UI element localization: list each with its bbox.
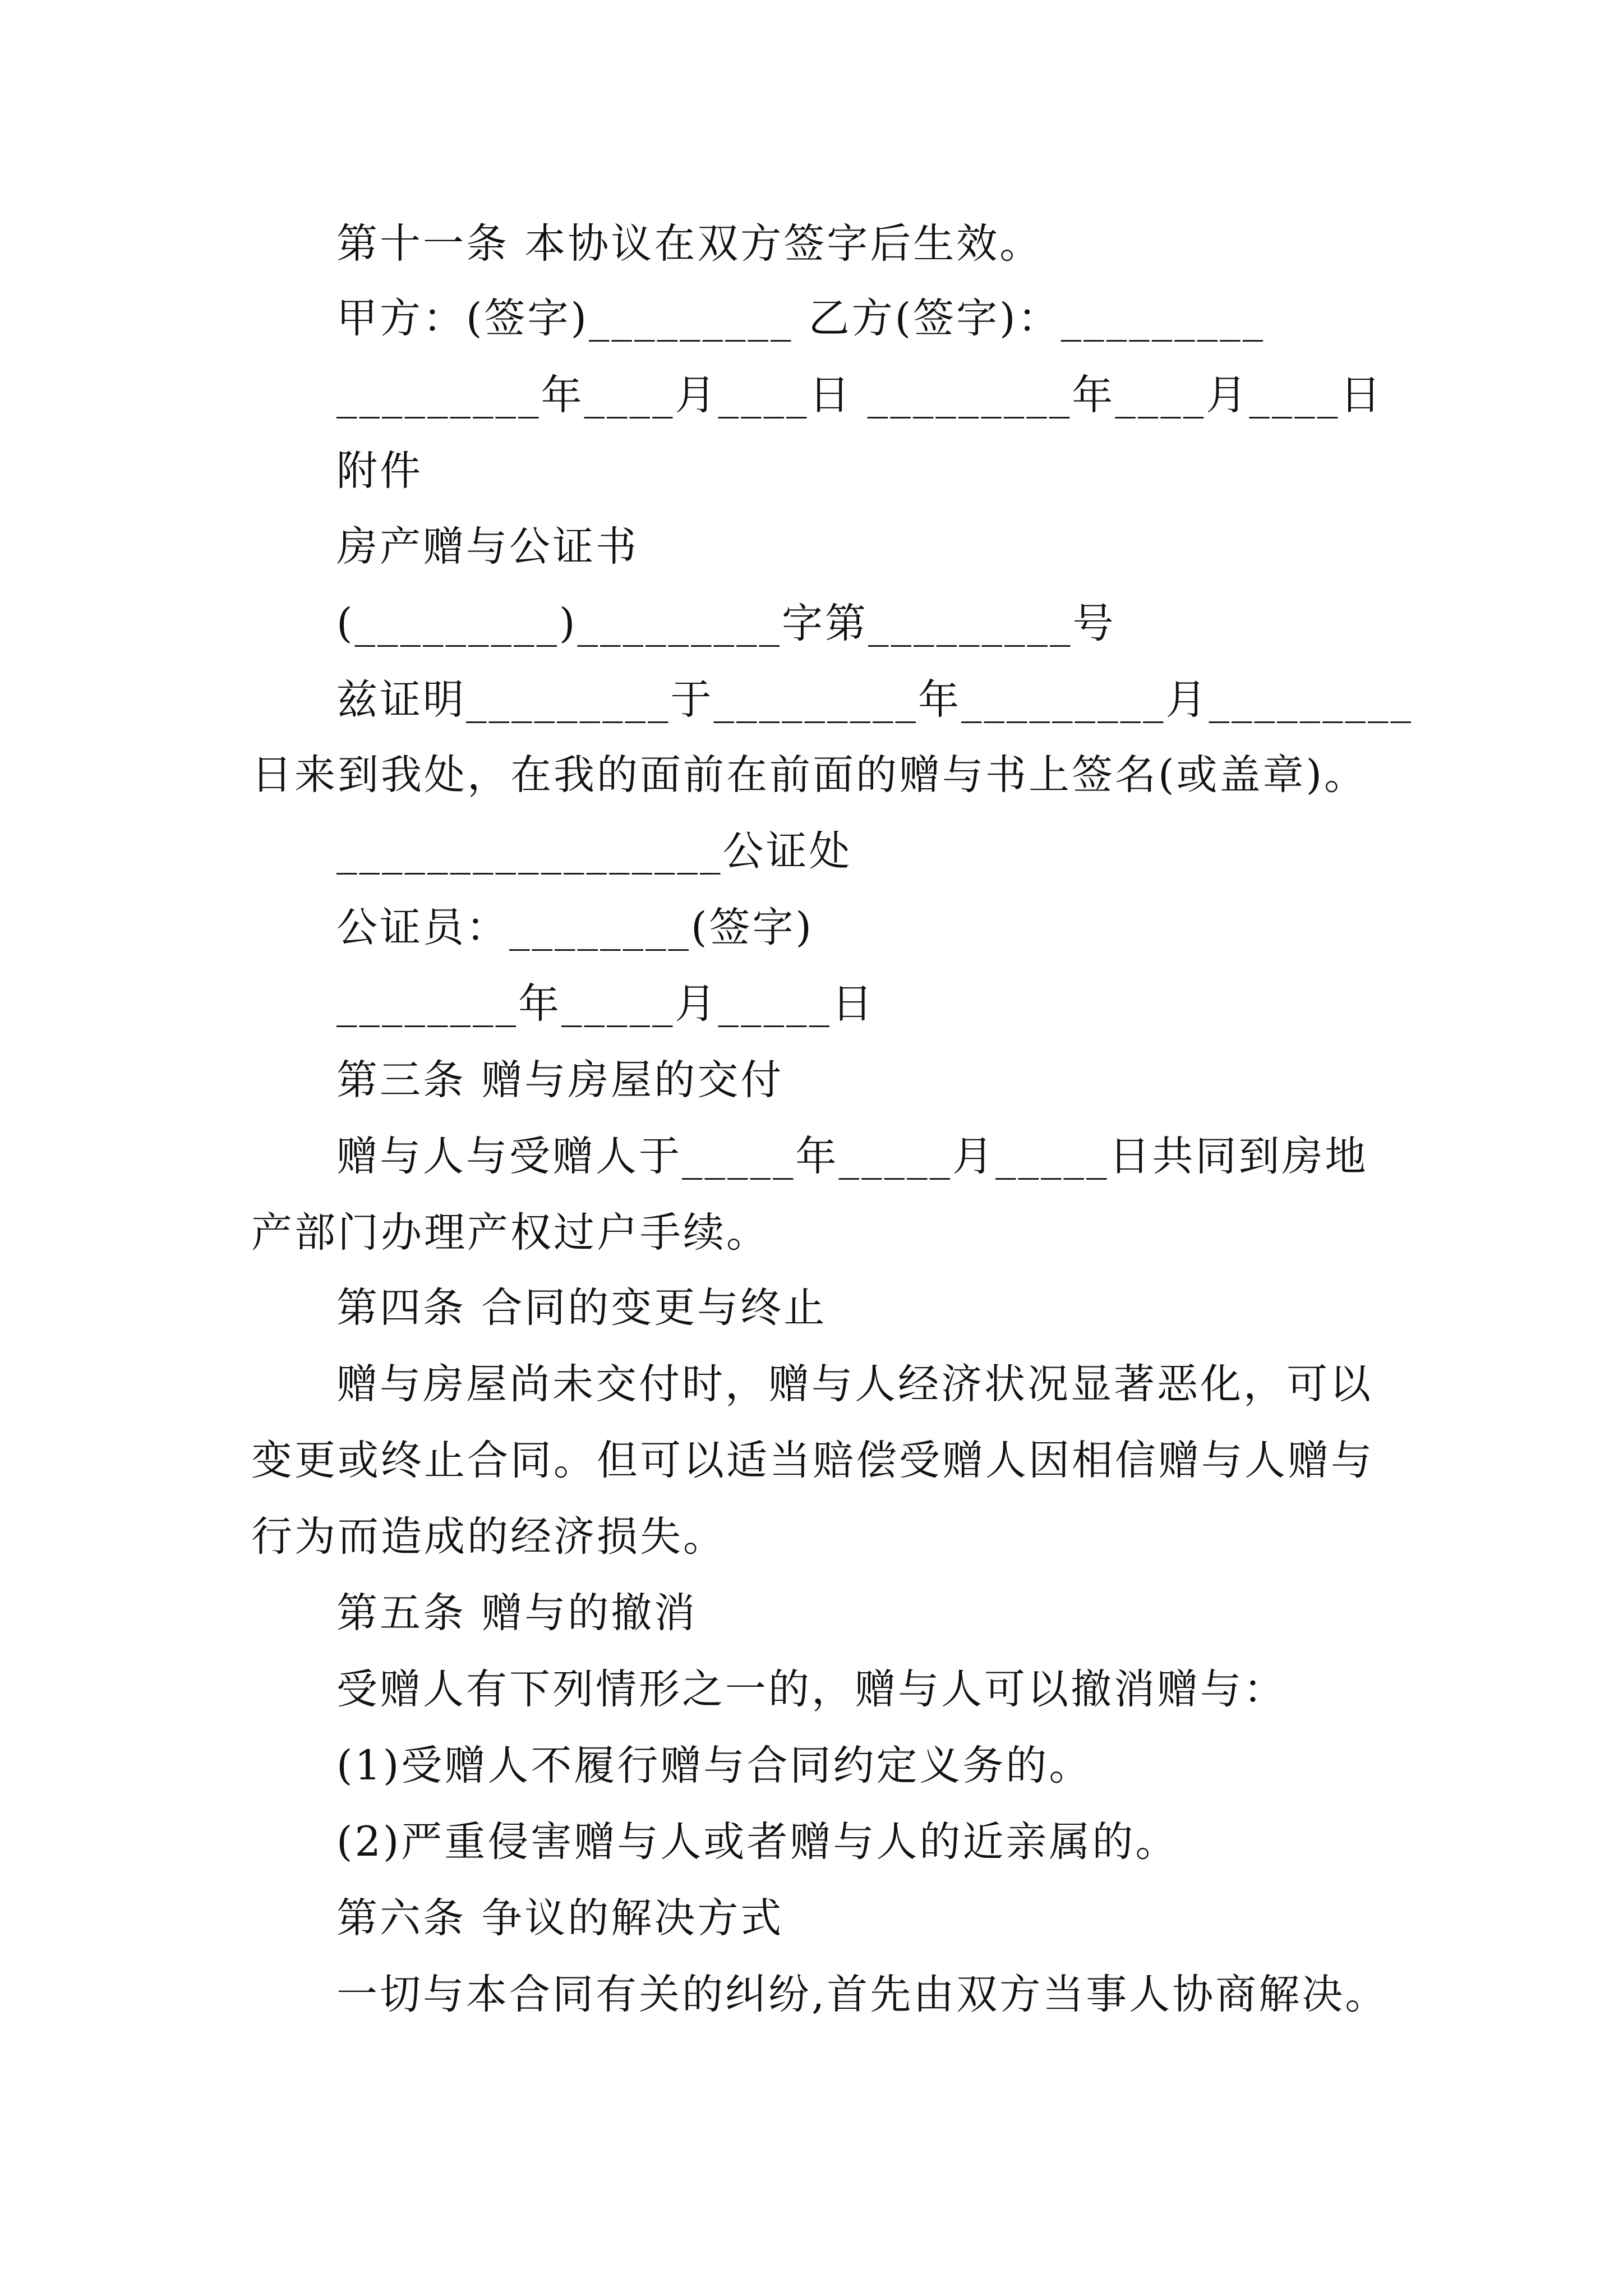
clause-6-heading: 第六条 争议的解决方式	[336, 1894, 784, 1942]
clause-3-text-line-2: 产部门办理产权过户手续。	[251, 1209, 769, 1257]
notarial-certificate-title: 房产赠与公证书	[336, 523, 639, 570]
clause-5-text: 受赠人有下列情形之一的，赠与人可以撤消赠与：	[336, 1665, 1287, 1713]
clause-5-item-2: (2)严重侵害赠与人或者赠与人的近亲属的。	[336, 1818, 1179, 1866]
clause-3-text-line-1: 赠与人与受赠人于_____年_____月_____日共同到房地	[336, 1133, 1368, 1180]
clause-5-heading: 第五条 赠与的撤消	[336, 1589, 698, 1637]
clause-5-item-1: (1)受赠人不履行赠与合同约定义务的。	[336, 1742, 1092, 1789]
clause-4-text-line-3: 行为而造成的经济损失。	[251, 1513, 726, 1561]
signature-line-parties: 甲方：(签字)_________ 乙方(签字)：_________	[336, 295, 1266, 342]
certificate-number-line: (_________)_________字第_________号	[336, 600, 1116, 647]
attachment-heading: 附件	[336, 447, 423, 495]
clause-4-text-line-1: 赠与房屋尚未交付时，赠与人经济状况显著恶化，可以	[336, 1360, 1373, 1408]
clause-4-text-line-2: 变更或终止合同。但可以适当赔偿受赠人因相信赠与人赠与	[251, 1437, 1374, 1484]
notary-office-line: _________________公证处	[336, 827, 852, 875]
certification-text-line-1: 兹证明_________于_________年_________月_________	[336, 676, 1413, 724]
certification-text-line-2: 日来到我处，在我的面前在前面的赠与书上签名(或盖章)。	[251, 751, 1367, 799]
signature-date-line: _________年____月____日 _________年____月____日	[336, 371, 1384, 419]
clause-3-heading: 第三条 赠与房屋的交付	[336, 1056, 784, 1104]
clause-11-effective: 第十一条 本协议在双方签字后生效。	[336, 220, 1043, 268]
notary-date-line: ________年_____月_____日	[336, 980, 875, 1028]
notary-signature-line: 公证员：________(签字)	[336, 904, 814, 951]
clause-6-text: 一切与本合同有关的纠纷,首先由双方当事人协商解决。	[336, 1971, 1389, 2018]
clause-4-heading: 第四条 合同的变更与终止	[336, 1284, 827, 1332]
